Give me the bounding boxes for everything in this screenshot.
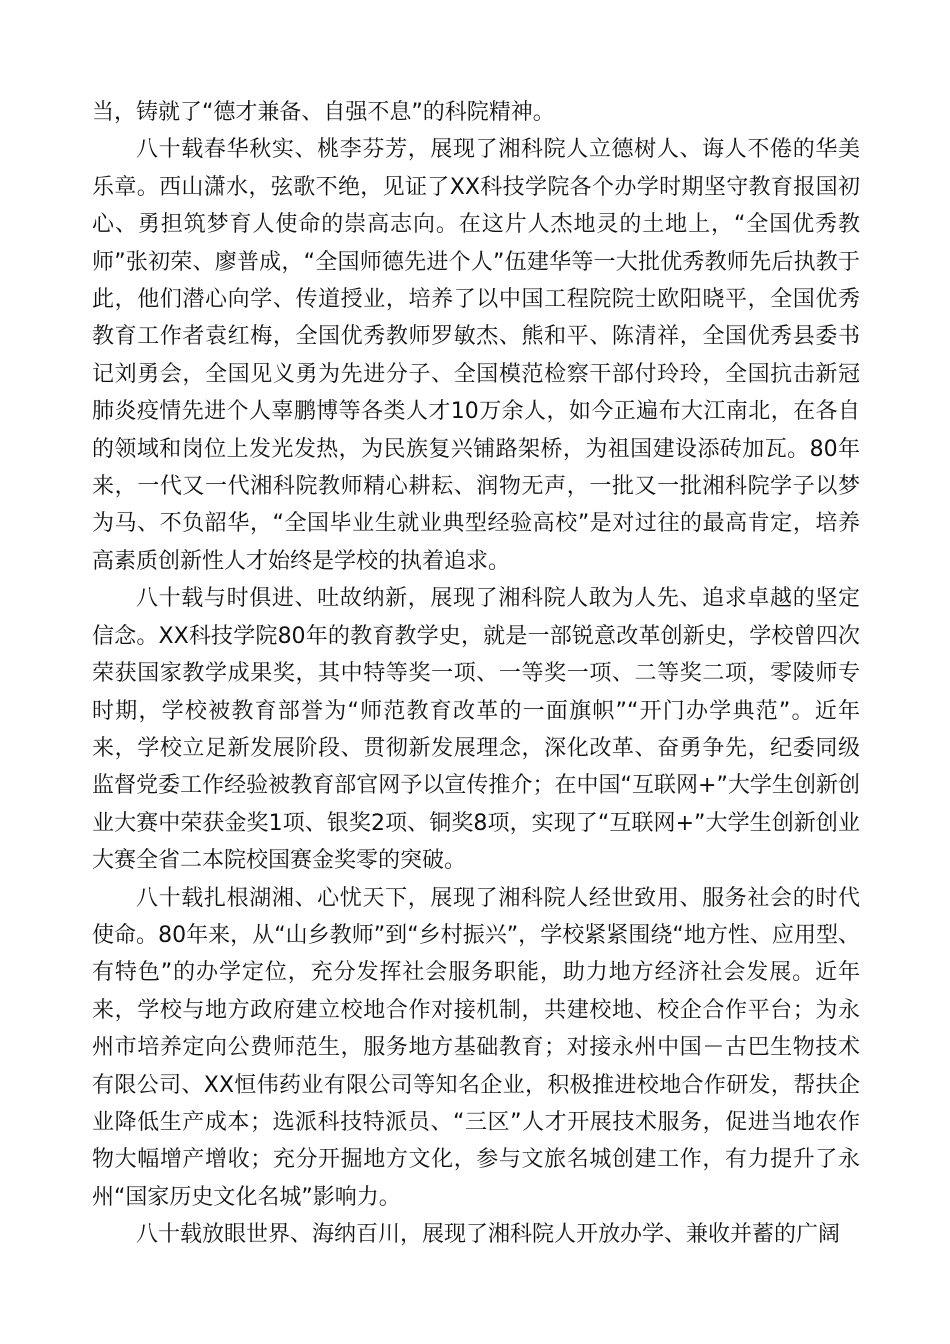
paragraph-social-service: 八十载扎根湖湘、心忧天下，展现了湘科院人经世致用、服务社会的时代使命。80年来，从“山乡教师”到“乡村振兴”，学校紧紧围绕“地方性、应用型、有特色”的办学定位，充分发挥社会服务职能，助力地方经济社会发展。近年来，学校与地方政府建立校地合作对接机制，共建校地、校企合作平台；为永州市培养定向公费师范生，服务地方基础教育；对接永州中国－古巴生物技术有限公司、XX恒伟药业有限公司等知名企业，积极推进校地合作研发，帮扶企业降低生产成本；选派科技特派员、“三区”人才开展技术服务，促进当地农作物大幅增产增收；充分开掘地方文化，参与文旅名城创建工作，有力提升了永州“国家历史文化名城”影响力。 — [92, 885, 860, 1210]
paragraph-continuation: 当，铸就了“德才兼备、自强不息”的科院精神。 — [92, 100, 555, 125]
document-page — [92, 94, 860, 1254]
paragraph-openness: 八十载放眼世界、海纳百川，展现了湘科院人开放办学、兼收并蓄的广阔 — [136, 1222, 841, 1248]
paragraph-reform-innovation: 八十载与时俱进、吐故纳新，展现了湘科院人敢为人先、追求卓越的坚定信念。XX科技学院80年的教育教学史，就是一部锐意改革创新史，学校曾四次荣获国家教学成果奖，其中特等奖一项、一等奖一项、二等奖二项，零陵师专时期，学校被教育部誉为“师范教育改革的一面旗帜”“开门办学典范”。近年来，学校立足新发展阶段、贯彻新发展理念，深化改革、奋勇争先，纪委同级监督党委工作经验被教育部官网予以宣传推介；在中国“互联网+”大学生创新创业大赛中荣获金奖1项、银奖2项、铜奖8项，实现了“互联网+”大学生创新创业大赛全省二本院校国赛金奖零的突破。 — [92, 586, 860, 874]
paragraph-talent-cultivation: 八十载春华秋实、桃李芬芳，展现了湘科院人立德树人、诲人不倦的华美乐章。西山潇水，弦歌不绝，见证了XX科技学院各个办学时期坚守教育报国初心、勇担筑梦育人使命的崇高志向。在这片人杰地灵的土地上，“全国优秀教师”张初荣、廖普成，“全国师德先进个人”伍建华等一大批优秀教师先后执教于此，他们潜心向学、传道授业，培养了以中国工程院院士欧阳晓平，全国优秀教育工作者袁红梅，全国优秀教师罗敏杰、熊和平、陈清祥，全国优秀县委书记刘勇会，全国见义勇为先进分子、全国模范检察干部付玲玲，全国抗击新冠肺炎疫情先进个人辜鹏博等各类人才10万余人，如今正遍布大江南北，在各自的领域和岗位上发光发热，为民族复兴铺路架桥，为祖国建设添砖加瓦。80年来，一代又一代湘科院教师精心耕耘、润物无声，一批又一批湘科院学子以梦为马、不负韶华，“全国毕业生就业典型经验高校”是对过往的最高肯定，培养高素质创新性人才始终是学校的执着追求。 — [92, 137, 860, 574]
